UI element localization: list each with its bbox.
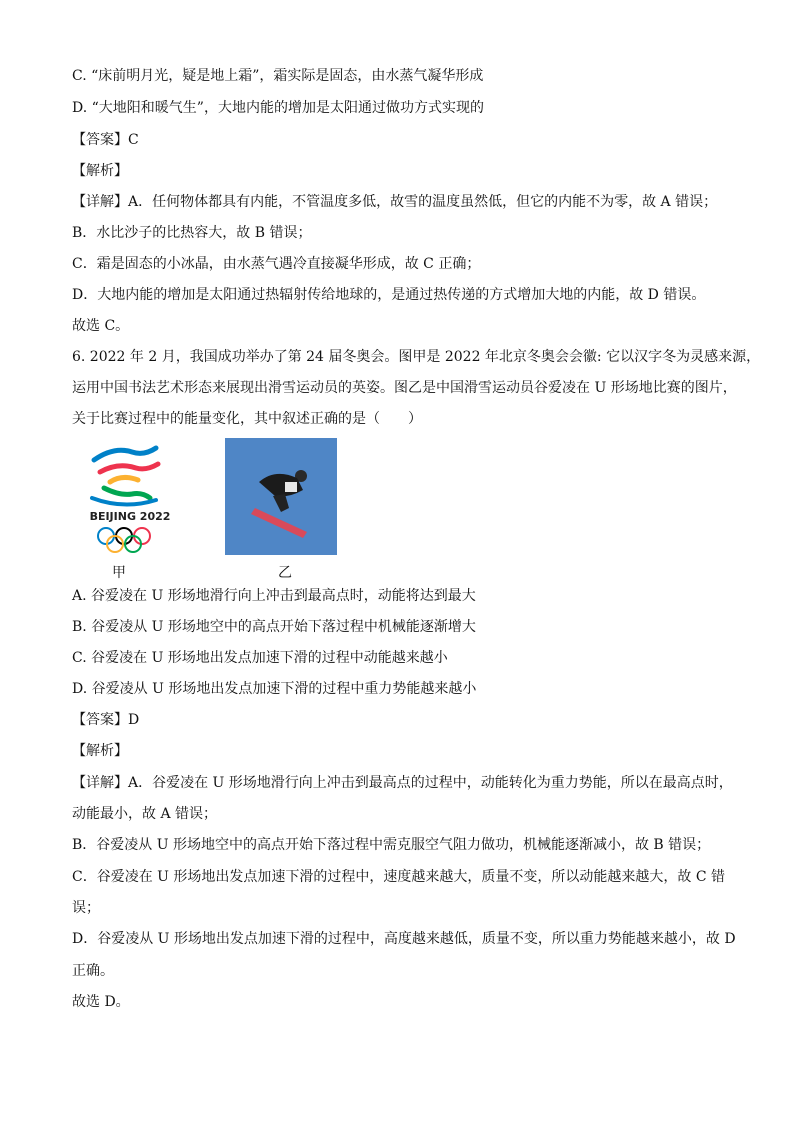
q5-option-c: C. “床前明月光，疑是地上霜”，霜实际是固态，由水蒸气凝华形成 bbox=[72, 68, 484, 84]
snowboarder-photo bbox=[225, 438, 337, 555]
q6-detail-d-line-1: D．谷爱凌从 U 形场地出发点加速下滑的过程中，高度越来越低，质量不变，所以重力势能越来越小，故 D bbox=[72, 931, 736, 947]
q6-option-b: B. 谷爱凌从 U 形场地空中的高点开始下落过程中机械能逐渐增大 bbox=[72, 619, 476, 635]
q6-detail-c-line-2: 误； bbox=[72, 900, 100, 916]
rider-bib bbox=[285, 482, 297, 492]
q5-detail-d: D．大地内能的增加是太阳通过热辐射传给地球的，是通过热传递的方式增加大地的内能，故 D 错误。 bbox=[72, 287, 706, 303]
q5-detail-c: C．霜是固态的小冰晶，由水蒸气遇冷直接凝华形成，故 C 正确； bbox=[72, 256, 481, 272]
q6-option-a: A. 谷爱凌在 U 形场地滑行向上冲击到最高点时，动能将达到最大 bbox=[72, 588, 476, 604]
emblem-graphic bbox=[84, 438, 176, 560]
q6-detail-c-line-1: C．谷爱凌在 U 形场地出发点加速下滑的过程中，速度越来越大，质量不变，所以动能越来越大，故 C 错 bbox=[72, 869, 726, 885]
emblem-stroke-yellow bbox=[110, 477, 138, 482]
emblem-stroke-green bbox=[104, 488, 150, 498]
snowboarder-graphic bbox=[225, 438, 337, 555]
q6-detail-a-line-1: 【详解】A．谷爱凌在 U 形场地滑行向上冲击到最高点的过程中，动能转化为重力势能，所以在最高点时， bbox=[72, 775, 733, 791]
q6-analysis-title: 【解析】 bbox=[72, 743, 128, 759]
emblem-stroke-ribbon bbox=[92, 498, 156, 505]
caption-yi: 乙 bbox=[278, 565, 292, 581]
emblem-stroke-blue bbox=[94, 448, 156, 460]
q6-option-d: D. 谷爱凌从 U 形场地出发点加速下滑的过程中重力势能越来越小 bbox=[72, 681, 477, 697]
q6-detail-d-line-2: 正确。 bbox=[72, 963, 114, 979]
q6-detail-a-line-2: 动能最小，故 A 错误； bbox=[72, 806, 218, 822]
q6-option-c: C. 谷爱凌在 U 形场地出发点加速下滑的过程中动能越来越小 bbox=[72, 650, 448, 666]
q6-stem-line-1: 6. 2022 年 2 月，我国成功举办了第 24 届冬奥会。图甲是 2022 年北京冬奥会会徽: 它以汉字冬为灵感来源， bbox=[72, 349, 761, 365]
q5-conclusion: 故选 C。 bbox=[72, 318, 130, 334]
q5-answer: 【答案】C bbox=[72, 132, 139, 148]
q5-option-d: D. “大地阳和暖气生”，大地内能的增加是太阳通过做功方式实现的 bbox=[72, 100, 484, 116]
q6-detail-b: B．谷爱凌从 U 形场地空中的高点开始下落过程中需克服空气阻力做功，机械能逐渐减小，故 B 错误； bbox=[72, 837, 711, 853]
q5-detail-b: B．水比沙子的比热容大，故 B 错误； bbox=[72, 225, 312, 241]
emblem-stroke-red bbox=[100, 464, 158, 472]
q6-stem-line-3: 关于比赛过程中的能量变化，其中叙述正确的是（ ） bbox=[72, 411, 422, 427]
beijing-2022-emblem bbox=[84, 438, 176, 560]
emblem-logo-text: BEIJING 2022 bbox=[89, 510, 171, 523]
q6-conclusion: 故选 D。 bbox=[72, 994, 130, 1010]
q6-figures bbox=[84, 438, 344, 582]
caption-jia: 甲 bbox=[112, 565, 126, 581]
olympic-rings-icon bbox=[98, 528, 150, 552]
q5-detail-a: 【详解】A．任何物体都具有内能，不管温度多低，故雪的温度虽然低，但它的内能不为零，故 A 错误； bbox=[72, 194, 718, 210]
q5-analysis-title: 【解析】 bbox=[72, 163, 128, 179]
q6-stem-line-2: 运用中国书法艺术形态来展现出滑雪运动员的英姿。图乙是中国滑雪运动员谷爱凌在 U 形场地比赛的图片， bbox=[72, 380, 737, 396]
q6-answer: 【答案】D bbox=[72, 712, 140, 728]
